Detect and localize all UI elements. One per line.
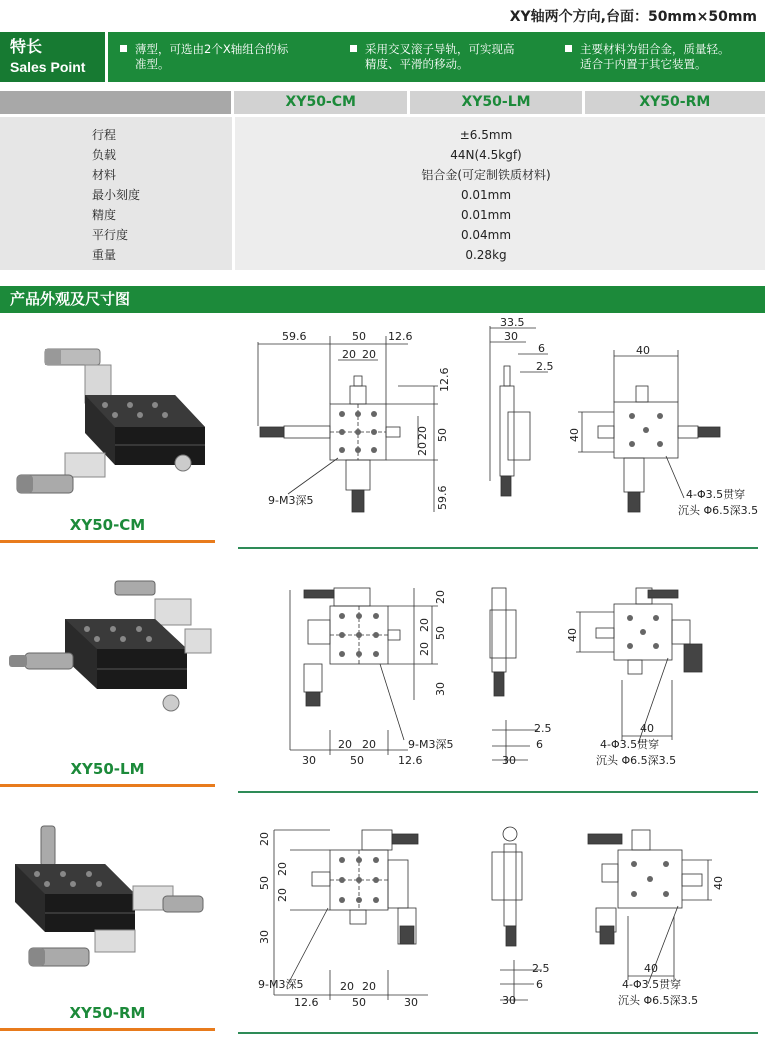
dim-label: 2.5 bbox=[534, 722, 552, 735]
sales-point-label-cn: 特长 bbox=[10, 37, 43, 56]
dimensions-section-title: 产品外观及尺寸图 bbox=[0, 286, 765, 313]
dim-label: 40 bbox=[568, 428, 581, 442]
spec-table-body bbox=[0, 117, 765, 270]
dim-label: 40 bbox=[636, 344, 650, 357]
spec-label: 行程 bbox=[92, 128, 117, 142]
hole-note: 9-M3深5 bbox=[268, 494, 314, 507]
dim-label: 20 bbox=[416, 426, 429, 440]
dim-label: 6 bbox=[536, 738, 543, 751]
dim-label: 20 bbox=[276, 888, 289, 902]
dim-label: 50 bbox=[434, 626, 447, 640]
hole-note: 9-M3深5 bbox=[408, 738, 454, 751]
dim-label: 50 bbox=[352, 996, 366, 1009]
bullet-icon bbox=[565, 45, 572, 52]
mount-note: 沉头 Φ6.5深3.5 bbox=[678, 504, 759, 517]
bullet-icon bbox=[120, 45, 127, 52]
dim-label: 40 bbox=[644, 962, 658, 975]
feature-text: 精度、平滑的移动。 bbox=[365, 57, 469, 71]
spec-values bbox=[235, 117, 765, 270]
mount-note: 4-Φ3.5贯穿 bbox=[622, 978, 682, 991]
spec-label: 精度 bbox=[92, 208, 117, 222]
spec-value: 0.01mm bbox=[460, 208, 512, 222]
dim-label: 2.5 bbox=[532, 962, 550, 975]
spec-table-header bbox=[0, 91, 765, 114]
dim-label: 20 bbox=[362, 738, 376, 751]
dim-label: 20 bbox=[258, 832, 271, 846]
product-photo-xy50-rm bbox=[5, 820, 215, 990]
spec-col-model: XY50-RM bbox=[585, 91, 765, 114]
model-label-xy50-rm: XY50-RM bbox=[69, 1004, 146, 1022]
feature-text: 主要材料为铝合金，质量轻。 bbox=[580, 42, 730, 56]
spec-label: 负载 bbox=[92, 148, 117, 162]
orange-divider bbox=[0, 1028, 215, 1031]
feature-item-3 bbox=[565, 42, 730, 72]
feature-text: 薄型，可选由2个X轴组合的标 bbox=[135, 42, 289, 56]
model-label-xy50-cm: XY50-CM bbox=[69, 516, 146, 534]
spec-value: ±6.5mm bbox=[459, 128, 513, 142]
dim-label: 12.6 bbox=[438, 367, 451, 392]
spec-labels bbox=[0, 117, 232, 270]
dim-label: 12.6 bbox=[398, 754, 423, 767]
dim-label: 20 bbox=[416, 442, 429, 456]
spec-label: 重量 bbox=[92, 248, 117, 262]
page-title: XY轴两个方向,台面：50mm×50mm bbox=[509, 9, 757, 25]
feature-text: 采用交叉滚子导轨，可实现高 bbox=[365, 42, 515, 56]
dim-label: 40 bbox=[566, 628, 579, 642]
dim-label: 20 bbox=[362, 348, 376, 361]
dim-label: 50 bbox=[436, 428, 449, 442]
mount-note: 4-Φ3.5贯穿 bbox=[686, 488, 746, 501]
feature-text: 适合于内置于其它装置。 bbox=[580, 57, 707, 71]
dim-label: 30 bbox=[502, 994, 516, 1007]
dim-label: 50 bbox=[352, 330, 366, 343]
dim-label: 6 bbox=[536, 978, 543, 991]
dim-label: 2.5 bbox=[536, 360, 554, 373]
dim-label: 30 bbox=[302, 754, 316, 767]
spec-value: 44N(4.5kgf) bbox=[450, 148, 522, 162]
dim-label: 20 bbox=[276, 862, 289, 876]
green-divider bbox=[238, 791, 758, 793]
dim-label: 30 bbox=[434, 682, 447, 696]
dim-label: 40 bbox=[712, 876, 725, 890]
model-label-xy50-lm: XY50-LM bbox=[70, 760, 145, 778]
spec-col-model: XY50-CM bbox=[234, 91, 407, 114]
spec-value: 0.04mm bbox=[460, 228, 512, 242]
green-divider bbox=[238, 1032, 758, 1034]
dim-label: 59.6 bbox=[436, 485, 449, 510]
dim-label: 12.6 bbox=[294, 996, 319, 1009]
sales-point-bar bbox=[0, 32, 765, 82]
dim-label: 20 bbox=[434, 590, 447, 604]
dim-label: 50 bbox=[350, 754, 364, 767]
dimension-drawing-xy50-cm bbox=[238, 316, 760, 546]
spec-label: 平行度 bbox=[92, 228, 129, 242]
dim-label: 20 bbox=[340, 980, 354, 993]
feature-item-2 bbox=[350, 42, 515, 72]
spec-col-model: XY50-LM bbox=[410, 91, 581, 114]
spec-label: 材料 bbox=[92, 168, 117, 182]
dim-label: 6 bbox=[538, 342, 545, 355]
orange-divider bbox=[0, 540, 215, 543]
dim-label: 33.5 bbox=[500, 316, 525, 329]
dim-label: 30 bbox=[502, 754, 516, 767]
hole-note: 9-M3深5 bbox=[258, 978, 304, 991]
dim-label: 30 bbox=[258, 930, 271, 944]
dim-label: 20 bbox=[342, 348, 356, 361]
dim-label: 50 bbox=[258, 876, 271, 890]
green-divider bbox=[238, 547, 758, 549]
dim-label: 59.6 bbox=[282, 330, 307, 343]
feature-item-1 bbox=[120, 42, 288, 72]
spec-header-blank bbox=[0, 91, 231, 114]
mount-note: 4-Φ3.5贯穿 bbox=[600, 738, 660, 751]
bullet-icon bbox=[350, 45, 357, 52]
sales-point-label bbox=[0, 32, 108, 82]
orange-divider bbox=[0, 784, 215, 787]
dim-label: 20 bbox=[362, 980, 376, 993]
dimension-drawing-xy50-rm bbox=[238, 820, 760, 1028]
dim-label: 20 bbox=[338, 738, 352, 751]
dim-label: 30 bbox=[504, 330, 518, 343]
spec-label: 最小刻度 bbox=[92, 188, 141, 202]
product-photo-xy50-lm bbox=[5, 575, 215, 745]
dim-label: 30 bbox=[404, 996, 418, 1009]
dimension-drawing-xy50-lm bbox=[238, 580, 760, 790]
mount-note: 沉头 Φ6.5深3.5 bbox=[596, 754, 677, 767]
sales-point-label-en: Sales Point bbox=[10, 59, 86, 75]
spec-value: 铝合金(可定制铁质材料) bbox=[421, 168, 551, 182]
dim-label: 20 bbox=[418, 618, 431, 632]
dim-label: 40 bbox=[640, 722, 654, 735]
product-photo-xy50-cm bbox=[5, 335, 215, 510]
spec-value: 0.28kg bbox=[465, 248, 507, 262]
mount-note: 沉头 Φ6.5深3.5 bbox=[618, 994, 699, 1007]
dim-label: 12.6 bbox=[388, 330, 413, 343]
dim-label: 20 bbox=[418, 642, 431, 656]
feature-text: 准型。 bbox=[135, 57, 170, 71]
spec-value: 0.01mm bbox=[460, 188, 512, 202]
